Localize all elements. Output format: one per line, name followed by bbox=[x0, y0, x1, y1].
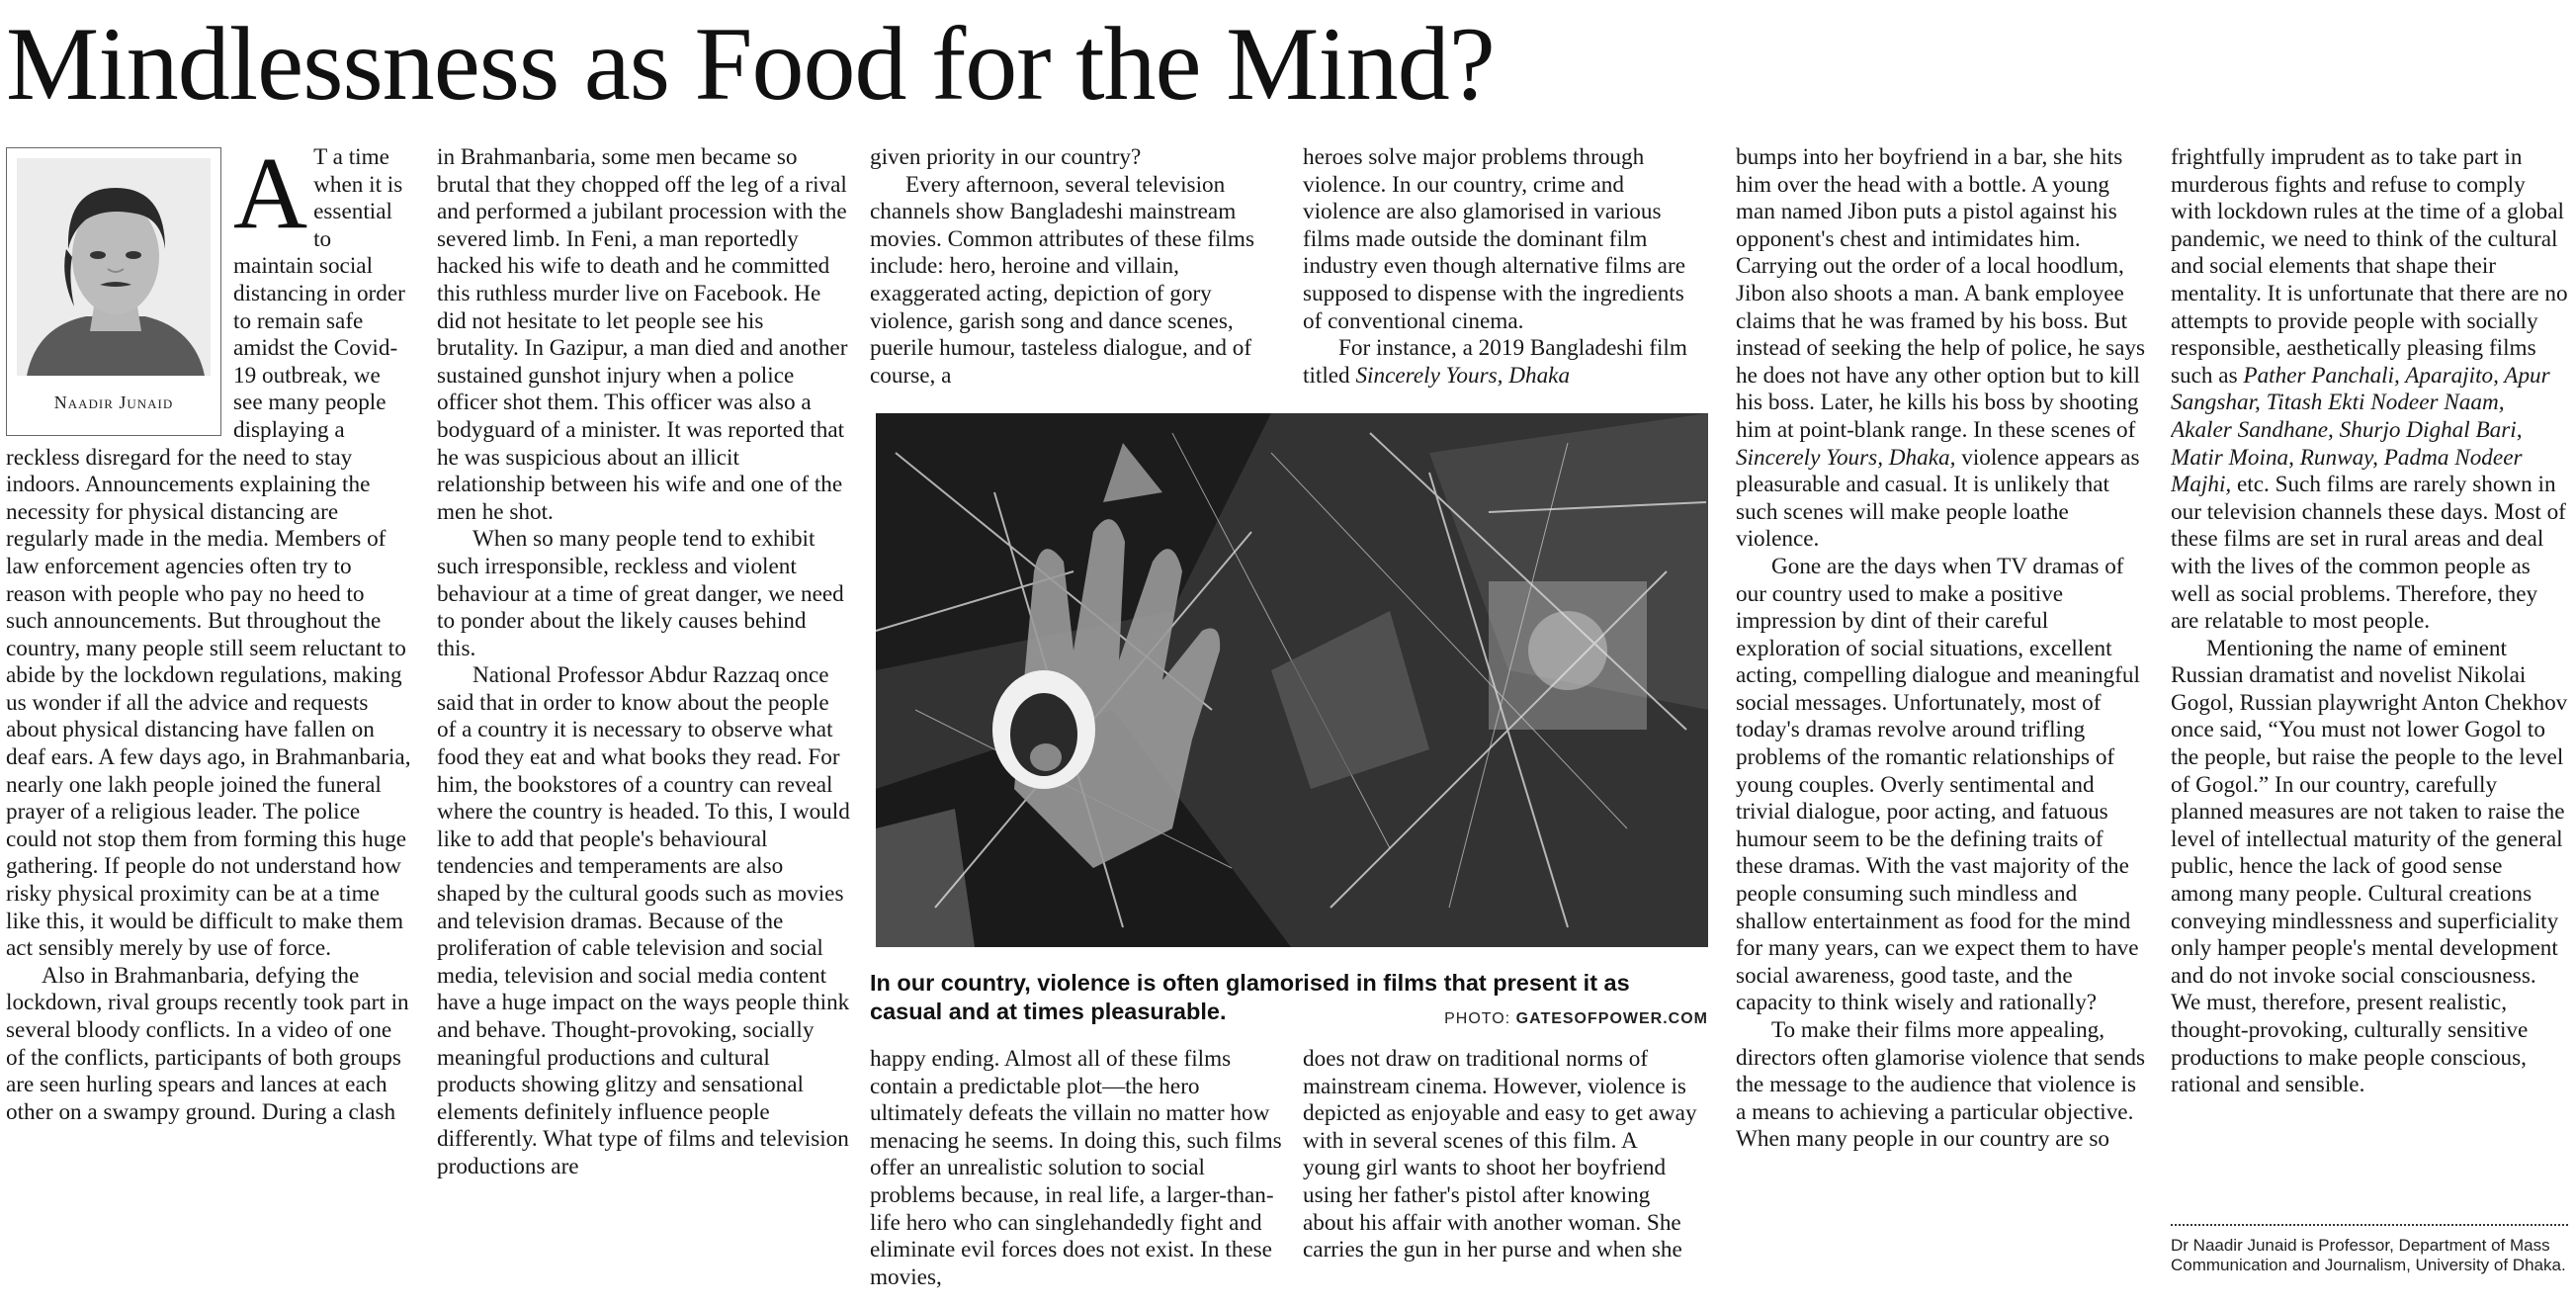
c3t-paragraph-1: given priority in our country? bbox=[870, 144, 1142, 170]
bio-divider bbox=[2171, 1224, 2568, 1226]
c5-paragraph-3: To make their films more appealing, directors often glamorise violence that sends the message to the audience that violence is a means to achieving a particular objective. When many people in our country are so bbox=[1736, 1017, 2146, 1153]
drop-cap: A bbox=[233, 144, 308, 250]
c2-paragraph-3: National Professor Abdur Razzaq once said that in order to know about the people of a country it is necessary to observe what food they eat and what books they read. For him, the bookstores of a country can reveal where the country is headed. To this, I would like to add that people's behavioural tendencies and temperaments are also shaped by the cultural goods such as movies and television dramas. Because of the proliferation of cable television and social media, television and social media content have a huge impact on the ways people think and behave. Thought-provoking, socially meaningful productions and cultural products showing glitzy and sensational elements definitely influence people differently. What type of films and television productions are bbox=[437, 662, 850, 1179]
c1-paragraph-1: T a time when it is essential to maintain social distancing in order to remain safe amidst the Covid-19 outbreak, we see many people displaying a reckless disregard for the need to stay indoors. Announcements explaining the necessity for physical distancing are regularly made in the media. Members of law enforcement agencies often try to reason with people who pay no heed to such announcements. But throughout the country, many people still seem reluctant to abide by the lockdown regulations, making us wonder if all the advice and requests about physical distancing have fallen on deaf ears. A few days ago, in Brahmanbaria, nearly one lakh people joined the funeral prayer of a religious leader. The police could not stop them from forming this huge gathering. If people do not understand how risky physical proximity can be at a time like this, it would be difficult to make them act sensibly merely by use of force. bbox=[6, 144, 411, 962]
author-byline: Naadir Junaid bbox=[53, 392, 174, 412]
film-title: Sincerely Yours, Dhaka, bbox=[1736, 444, 1956, 471]
c2-paragraph-1: in Brahmanbaria, some men became so brutal that they chopped off the leg of a rival and performed a jubilant procession with the severed limb. In Feni, a man reportedly hacked his wife to death and he committed this ruthless murder live on Facebook. He did not hesitate to let people see his brutality. In Gazipur, a man died and another sustained gunshot injury when a police officer shot them. This officer was also a bodyguard of a minister. It was reported that he was suspicious about an illicit relationship between his wife and one of the men he shot. bbox=[437, 144, 848, 525]
article-column-2 bbox=[437, 144, 850, 1303]
c4t-paragraph-1: heroes solve major problems through violence. In our country, crime and violence are also glamorised in various films made outside the dominant film industry even though alternative films are supposed to dispense with the ingredients of conventional cinema. bbox=[1303, 144, 1685, 334]
c6-text-a: frightfully imprudent as to take part in murderous fights and refuse to comply with lockdown rules at the time of a global pandemic, we need to think of the cultural and social elements that shape their mentality. It is unfortunate that there are no attempts to provide people with socially responsible, aesthetically pleasing films such as bbox=[2171, 144, 2568, 389]
c6-text-c: etc. Such films are rarely shown in our television channels these days. Most of these films are set in rural areas and deal with the lives of the common people as well as social problems. Therefore, they are relatable to most people. bbox=[2171, 472, 2566, 635]
author-photo-box bbox=[6, 147, 221, 436]
c5-paragraph-1 bbox=[1736, 144, 2149, 554]
film-title: Sincerely Yours, Dhaka bbox=[1355, 362, 1571, 389]
photo-credit-label: PHOTO: bbox=[1444, 1010, 1511, 1027]
article-column-3-top bbox=[870, 144, 1283, 429]
article-column-4-top bbox=[1303, 144, 1698, 429]
article-column-1 bbox=[6, 144, 411, 1303]
headline: Mindlessness as Food for the Mind? bbox=[6, 6, 1495, 122]
c4t-text: For instance, a 2019 Bangladeshi film titled bbox=[1303, 335, 1687, 389]
c6-paragraph-2: Mentioning the name of eminent Russian dramatist and novelist Nikolai Gogol, Russian playwright Anton Chekhov once said, “You must not lower Gogol to the people, but raise the people to the level of Gogol.” In our country, carefully planned measures are not taken to raise the level of intellectual maturity of the general public, hence the lack of good sense among many people. Cultural creations conveying mindlessness and superficiality only hamper people's mental development and do not invoke social consciousness. We must, therefore, present realistic, thought-provoking, culturally sensitive productions to make people conscious, rational and sensible. bbox=[2171, 635, 2568, 1098]
c6-paragraph-1 bbox=[2171, 144, 2568, 636]
c1-paragraph-2: Also in Brahmanbaria, defying the lockdown, rival groups recently took part in several bloody conflicts. In a video of one of the conflicts, participants of both groups are seen hurling spears and lances at each other on a swampy ground. During a clash bbox=[6, 962, 409, 1125]
c3b-paragraph-1: happy ending. Almost all of these films contain a predictable plot—the hero ultimately defeats the villain no matter how menacing he seems. In doing this, such films offer an unrealistic solution to social problems because, in real life, a larger-than-life hero who can singlehandedly fight and eliminate evil forces does not exist. In these movies, bbox=[870, 1046, 1282, 1290]
author-bio: Dr Naadir Junaid is Professor, Department of Mass Communication and Journalism, University of Dhaka. bbox=[2171, 1236, 2566, 1274]
c4t-paragraph-2 bbox=[1303, 335, 1698, 390]
author-portrait-image bbox=[17, 158, 211, 376]
photo-credit bbox=[1437, 1010, 1708, 1028]
article-column-5 bbox=[1736, 144, 2149, 1303]
article-column-4-bottom bbox=[1303, 1046, 1698, 1305]
c3t-paragraph-2: Every afternoon, several television channels show Bangladeshi mainstream movies. Common attributes of these films include: hero, heroine and villain, exaggerated acting, depiction of gory violence, garish song and dance scenes, puerile humour, tasteless dialogue, and of course, a bbox=[870, 171, 1254, 389]
c2-paragraph-2: When so many people tend to exhibit such irresponsible, reckless and violent behaviour at a time of great danger, we need to ponder about the likely causes behind this. bbox=[437, 526, 844, 661]
c5-text-c: violence appears as pleasurable and casual. It is unlikely that such scenes will make people loathe violence. bbox=[1736, 444, 2140, 553]
photo-credit-source: GATESOFPOWER.COM bbox=[1515, 1010, 1708, 1027]
article-illustration bbox=[876, 413, 1708, 947]
c5-paragraph-2: Gone are the days when TV dramas of our country used to make a positive impression by dint of their careful exploration of social situations, excellent acting, compelling dialogue and meaningful social messages. Unfortunately, most of today's dramas revolve around trifling problems of the romantic relationships of young couples. Overly sentimental and trivial dialogue, poor acting, and fatuous humour seem to be the defining traits of these dramas. With the vast majority of the people consuming such mindless and shallow entertainment as food for the mind for many years, can we expect them to have social awareness, good taste, and the capacity to think wisely and rationally? bbox=[1736, 553, 2140, 1016]
c4b-paragraph-1: does not draw on traditional norms of mainstream cinema. However, violence is depicted as enjoyable and easy to get away with in several scenes of this film. A young girl wants to shoot her boyfriend using her father's pistol after knowing about his affair with another woman. She carries the gun in her purse and when she bbox=[1303, 1046, 1697, 1263]
article-column-6 bbox=[2171, 144, 2568, 1204]
c5-text-a: bumps into her boyfriend in a bar, she hits him over the head with a bottle. A young man named Jibon puts a pistol against his opponent's chest and intimidates him. Carrying out the order of a local hoodlum, Jibon also shoots a man. A bank employee claims that he was framed by his boss. But instead of seeking the help of police, he says he does not have any other option but to kill his boss. Later, he kills his boss by shooting him at point-blank range. In these scenes of bbox=[1736, 144, 2146, 443]
film-titles-list: Pather Panchali, Aparajito, Apur Sangshar, Titash Ekti Nodeer Naam, Akaler Sandhane, Shurjo Dighal Bari, Matir Moina, Runway, Padma Nodeer Majhi, bbox=[2171, 362, 2550, 498]
article-column-3-bottom bbox=[870, 1046, 1283, 1305]
figure-caption: In our country, violence is often glamorised in films that present it as casual and at times pleasurable. bbox=[870, 970, 1630, 1024]
